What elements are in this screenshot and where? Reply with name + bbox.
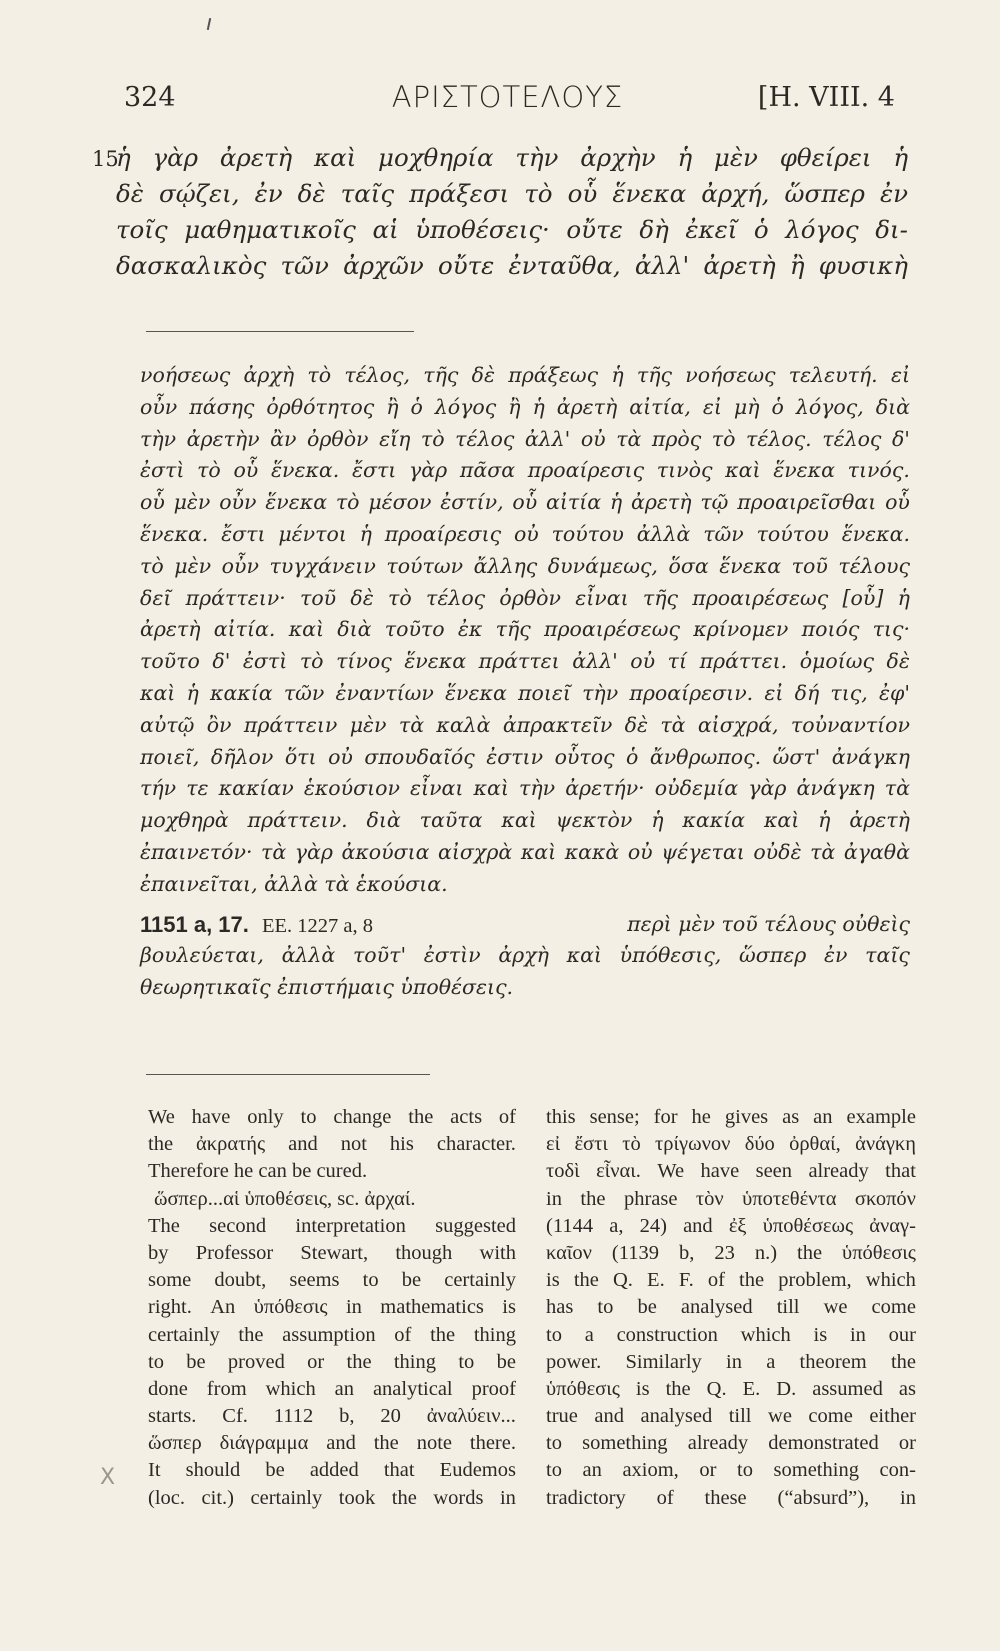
note-line: τήν τε κακίαν ἑκούσιον εἶναι καὶ τὴν ἀρετήν· οὐδεμία γὰρ ἀνάγκη τὰ (140, 776, 910, 801)
note-line: ἐπαινεῖται, ἀλλὰ τὰ ἑκούσια. (140, 871, 448, 896)
pencil-margin-mark: X (100, 1465, 116, 1490)
note-line: ἀρετὴ αἰτία. καὶ διὰ τοῦτο ἐκ τῆς προαιρέσεως κρίνομεν ποιός τις· (140, 617, 910, 642)
running-title: ΑΡΙΣΤΟΤΕΛΟΥΣ (391, 80, 624, 114)
commentary-line: in the phrase τὸν ὑποτεθέντα σκοπόν (546, 1187, 916, 1210)
page-number: 324 (124, 82, 176, 113)
commentary-line: εἰ ἔστι τὸ τρίγωνον δύο ὀρθαί, ἀνάγκη (546, 1133, 916, 1156)
commentary-line: to be proved or the thing to be (148, 1350, 516, 1373)
note-line: ἕνεκα. ἔστι μέντοι ἡ προαίρεσις οὐ τούτου ἀλλὰ τῶν τούτου ἕνεκα. (140, 521, 910, 546)
note-line: ποιεῖ, δῆλον ὅτι οὐ σπουδαῖός ἐστιν οὗτος ὁ ἄνθρωπος. ὥστ' ἀνάγκη (140, 744, 910, 769)
commentary-line: has to be analysed till we come (546, 1296, 916, 1319)
commentary-line: We have only to change the acts of (148, 1106, 516, 1128)
commentary-line: done from which an analytical proof (148, 1377, 516, 1400)
commentary-line: power. Similarly in a theorem the (546, 1350, 916, 1373)
text-line: δασκαλικὸς τῶν ἀρχῶν οὔτε ἐνταῦθα, ἀλλ' ἀρετὴ ἢ φυσικὴ (116, 251, 908, 280)
note-line: δεῖ πράττειν· τοῦ δὲ τὸ τέλος ὀρθὸν εἶναι τῆς προαιρέσεως [οὗ] ἡ (140, 585, 910, 610)
note-line: βουλεύεται, ἀλλὰ τοῦτ' ἐστὶν ἀρχὴ καὶ ὑπόθεσις, ὥσπερ ἐν ταῖς (140, 943, 910, 968)
commentary-line: by Professor Stewart, though with (148, 1241, 516, 1264)
note-line: θεωρητικαῖς ἐπιστήμαις ὑποθέσεις. (140, 975, 514, 1000)
ee-reference-text: περὶ μὲν τοῦ τέλους οὐθεὶς (627, 911, 910, 936)
commentary-line: Therefore he can be cured. (148, 1160, 368, 1183)
commentary-line: τοδὶ εἶναι. We have seen already that (546, 1160, 916, 1183)
divider-rule (146, 1074, 430, 1075)
ee-reference-line (140, 909, 910, 941)
commentary-line: right. An ὑπόθεσις in mathematics is (148, 1296, 516, 1319)
commentary-right-column (546, 1104, 916, 1512)
commentary-line: to something already demonstrated or (546, 1432, 916, 1455)
divider-rule (146, 331, 414, 332)
main-greek-text (92, 140, 908, 284)
commentary-line: is the Q. E. F. of the problem, which (546, 1269, 916, 1292)
commentary-line: καῖον (1139 b, 23 n.) the ὑπόθεσις (546, 1241, 916, 1264)
commentary-line: some doubt, seems to be certainly (148, 1269, 516, 1292)
note-line: τὸ μὲν οὖν τυγχάνειν τούτων ἄλλης δυνάμεως, ὅσα ἕνεκα τοῦ τέλους (140, 553, 910, 578)
commentary-line: The second interpretation suggested (148, 1214, 516, 1237)
commentary-line: to an axiom, or to something con- (546, 1459, 916, 1482)
note-line: αὐτῷ ὂν πράττειν μὲν τὰ καλὰ ἀπρακτεῖν δὲ τὰ αἰσχρά, τοὐναντίον (140, 712, 910, 737)
text-line: τοῖς μαθηματικοῖς αἱ ὑποθέσεις· οὔτε δὴ ἐκεῖ ὁ λόγος δι- (116, 215, 908, 244)
note-line: οὗ μὲν οὖν ἕνεκα τὸ μέσον ἐστίν, οὗ αἰτία ἡ ἀρετὴ τῷ προαιρεῖσθαι οὗ (140, 490, 910, 515)
note-line: ἐστὶ τὸ οὗ ἕνεκα. ἔστι γὰρ πᾶσα προαίρεσις τινὸς καὶ ἕνεκα τινός. (140, 458, 910, 483)
note-line: οὖν πάσης ὀρθότητος ἢ ὁ λόγος ἢ ἡ ἀρετὴ αἰτία, εἰ μὴ ὁ λόγος, διὰ (140, 394, 910, 419)
section-reference: [H. VIII. 4 (757, 82, 895, 113)
commentary-line: to a construction which is in our (546, 1323, 916, 1346)
ink-speck (207, 18, 211, 30)
note-line: τοῦτο δ' ἐστὶ τὸ τίνος ἕνεκα πράττει ἀλλ' οὐ τί πράττει. ὁμοίως δὲ (140, 649, 910, 674)
text-line: δὲ σῴζει, ἐν δὲ ταῖς πράξεσι τὸ οὗ ἕνεκα ἀρχή, ὥσπερ ἐν (116, 179, 908, 208)
note-line: νοήσεως ἀρχὴ τὸ τέλος, τῆς δὲ πράξεως ἡ τῆς νοήσεως τελευτή. εἰ (140, 363, 910, 387)
commentary-line: certainly the assumption of the thing (148, 1323, 516, 1346)
commentary-line: ὥσπερ...αἱ ὑποθέσεις, sc. ἀρχαί. (154, 1187, 416, 1210)
commentary-line: starts. Cf. 1112 b, 20 ἀναλύειν... (148, 1405, 516, 1428)
text-line: ἡ γὰρ ἀρετὴ καὶ μοχθηρία τὴν ἀρχὴν ἡ μὲν φθείρει ἡ (116, 143, 908, 172)
line-number: 15 (92, 147, 119, 171)
greek-footnote-text (140, 360, 910, 1004)
commentary-line: It should be added that Eudemos (148, 1459, 516, 1482)
commentary-left-column (148, 1104, 516, 1512)
note-line: μοχθηρὰ πράττειν. διὰ ταῦτα καὶ ψεκτὸν ἡ κακία καὶ ἡ ἀρετὴ (140, 808, 910, 833)
note-line: καὶ ἡ κακία τῶν ἐναντίων ἕνεκα ποιεῖ τὴν προαίρεσιν. εἰ δή τις, ἐφ' (140, 680, 910, 705)
commentary-line: ὥσπερ διάγραμμα and the note there. (148, 1432, 516, 1455)
commentary-line: ὑπόθεσις is the Q. E. D. assumed as (546, 1377, 916, 1400)
note-line: ἐπαινετόν· τὰ γὰρ ἀκούσια αἰσχρὰ καὶ κακὰ οὐ ψέγεται οὐδὲ τὰ ἀγαθὰ (140, 839, 910, 864)
running-header (120, 78, 895, 122)
commentary-line: tradictory of these (“absurd”), in (546, 1486, 916, 1509)
note-line: τὴν ἀρετὴν ἂν ὀρθὸν εἴη τὸ τέλος ἀλλ' οὐ τὰ πρὸς τὸ τέλος. τέλος δ' (140, 426, 910, 451)
commentary-line: this sense; for he gives as an example (546, 1106, 916, 1128)
commentary-line: true and analysed till we come either (546, 1405, 916, 1428)
commentary-line: the ἀκρατής and not his character. (148, 1133, 516, 1156)
ee-reference-bold: 1151 a, 17. (140, 911, 249, 937)
commentary-line: (loc. cit.) certainly took the words in (148, 1486, 516, 1509)
commentary-line: (1144 a, 24) and ἐξ ὑποθέσεως ἀναγ- (546, 1214, 916, 1237)
ee-reference-source: EE. 1227 a, 8 (261, 914, 373, 937)
